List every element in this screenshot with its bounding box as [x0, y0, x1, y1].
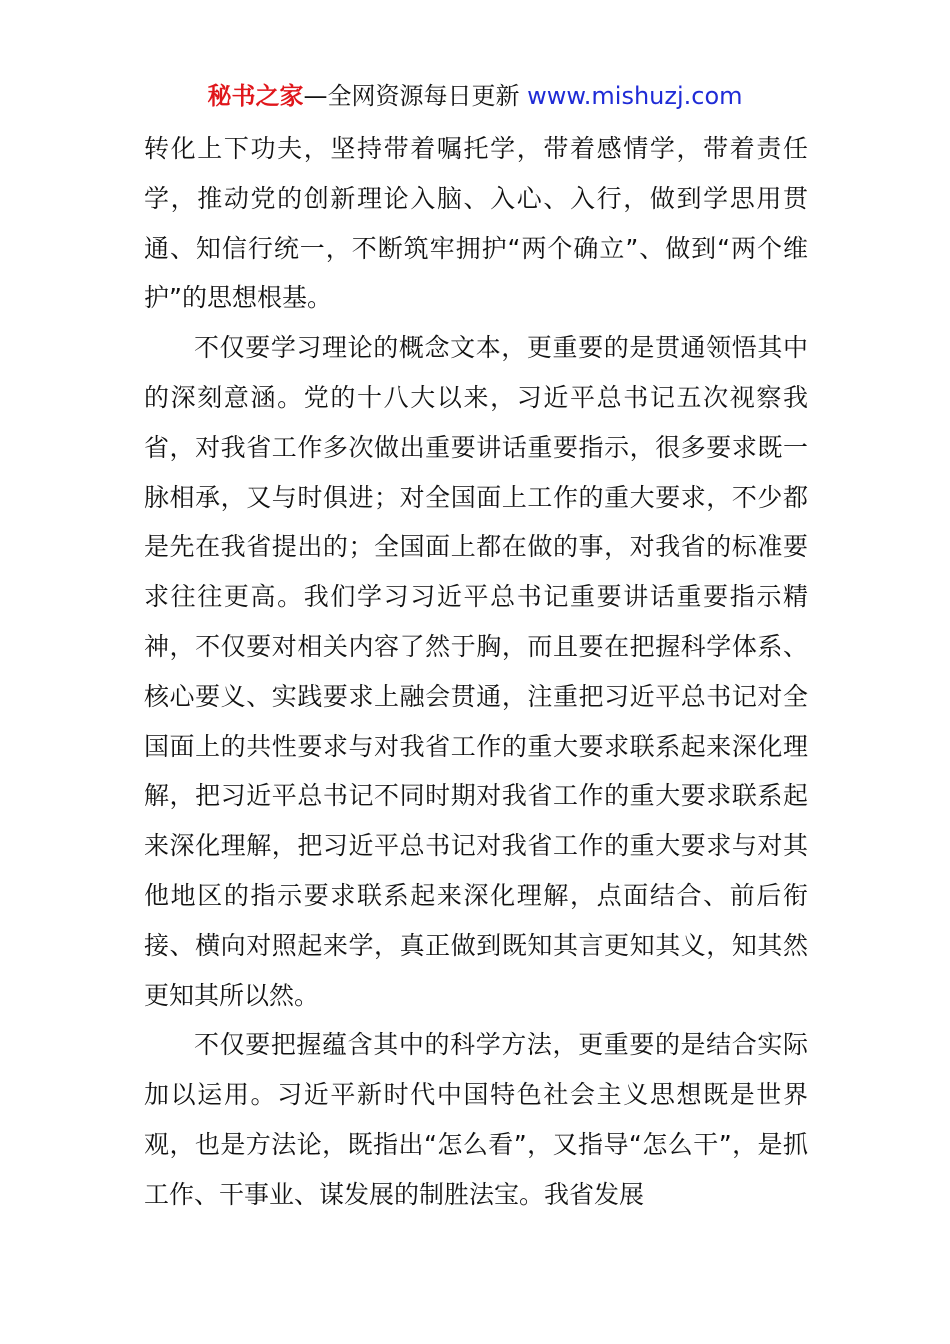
site-url-link[interactable]: www.mishuzj.com [527, 82, 743, 110]
paragraph-1: 转化上下功夫，坚持带着嘱托学，带着感情学，带着责任学，推动党的创新理论入脑、入心、入行，做到学思用贯通、知信行统一，不断筑牢拥护“两个确立”、做到“两个维护”的思想根基。 [144, 134, 808, 313]
site-brand: 秘书之家 [207, 82, 304, 110]
document-body [144, 124, 808, 1220]
paragraph-3: 不仅要把握蕴含其中的科学方法，更重要的是结合实际加以运用。习近平新时代中国特色社会主义思想既是世界观，也是方法论，既指出“怎么看”，又指导“怎么干”，是抓工作、干事业、谋发展的制胜法宝。我省发展 [144, 1030, 808, 1209]
paragraph-2: 不仅要学习理论的概念文本，更重要的是贯通领悟其中的深刻意涵。党的十八大以来，习近平总书记五次视察我省，对我省工作多次做出重要讲话重要指示，很多要求既一脉相承，又与时俱进；对全国面上工作的重大要求，不少都是先在我省提出的；全国面上都在做的事，对我省的标准要求往往更高。我们学习习近平总书记重要讲话重要指示精神，不仅要对相关内容了然于胸，而且要在把握科学体系、核心要义、实践要求上融会贯通，注重把习近平总书记对全国面上的共性要求与对我省工作的重大要求联系起来深化理解，把习近平总书记不同时期对我省工作的重大要求联系起来深化理解，把习近平总书记对我省工作的重大要求与对其他地区的指示要求联系起来深化理解，点面结合、前后衔接、横向对照起来学，真正做到既知其言更知其义，知其然更知其所以然。 [144, 333, 808, 1010]
site-tagline: —全网资源每日更新 [303, 82, 528, 110]
site-header [0, 80, 950, 112]
